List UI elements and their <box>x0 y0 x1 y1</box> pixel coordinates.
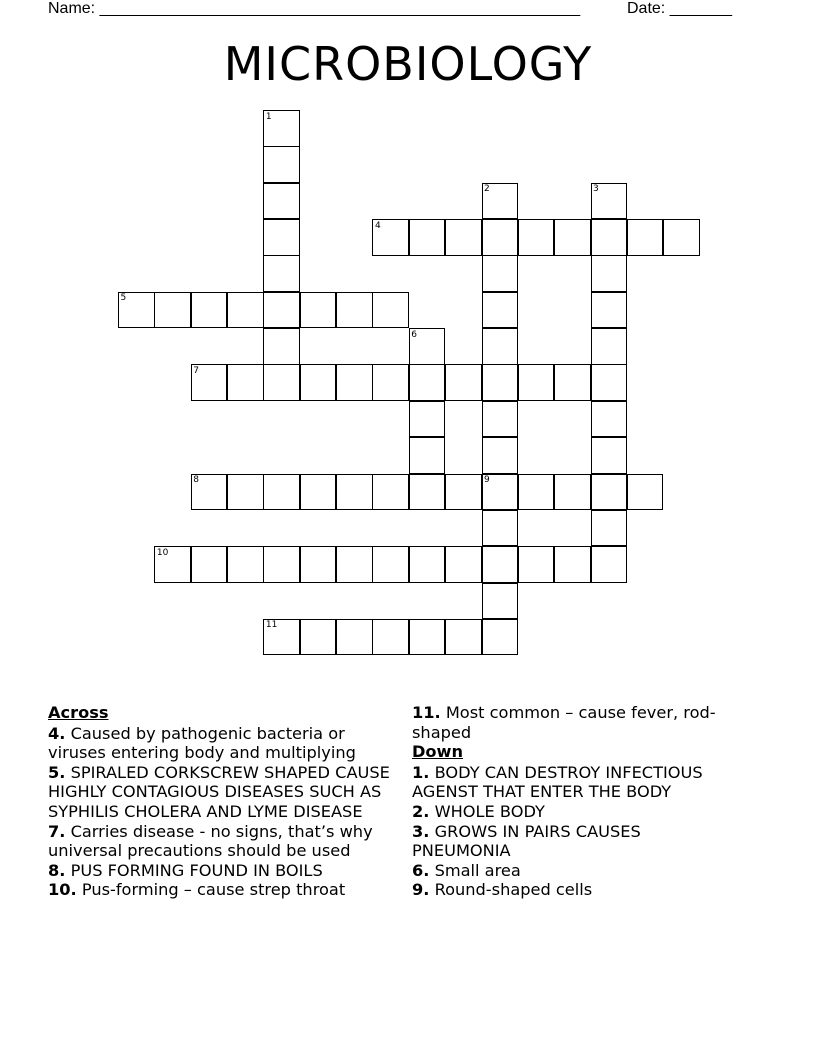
grid-cell[interactable] <box>300 292 337 329</box>
clue-number: 7. <box>48 821 66 841</box>
grid-cell[interactable] <box>154 292 191 329</box>
grid-cell[interactable] <box>518 364 555 401</box>
grid-cell[interactable] <box>409 219 446 256</box>
clue-number-label: 3 <box>593 184 599 195</box>
grid-cell[interactable] <box>263 219 300 256</box>
grid-cell[interactable] <box>409 474 446 511</box>
clue-text: PUS FORMING FOUND IN BOILS <box>70 860 323 880</box>
grid-cell[interactable] <box>482 255 519 292</box>
grid-cell[interactable] <box>482 546 519 583</box>
grid-cell[interactable] <box>227 292 264 329</box>
clue-number-label: 11 <box>265 620 278 631</box>
grid-cell[interactable] <box>263 474 300 511</box>
clue-down-2 <box>412 802 742 822</box>
grid-cell[interactable] <box>482 401 519 438</box>
grid-cell[interactable] <box>263 146 300 183</box>
grid-cell[interactable] <box>482 292 519 329</box>
grid-cell[interactable] <box>409 437 446 474</box>
clue-text: SPIRALED CORKSCREW SHAPED CAUSE HIGHLY CONTAGIOUS DISEASES SUCH AS SYPHILIS CHOLERA AND LYME DISEASE <box>48 762 390 821</box>
grid-cell[interactable] <box>554 219 591 256</box>
grid-cell[interactable] <box>336 474 373 511</box>
grid-cell[interactable] <box>227 474 264 511</box>
clue-text: BODY CAN DESTROY INFECTIOUS AGENST THAT ENTER THE BODY <box>412 762 703 802</box>
clue-number: 11. <box>412 703 441 722</box>
grid-cell[interactable] <box>482 510 519 547</box>
grid-cell[interactable] <box>191 292 228 329</box>
name-field[interactable]: Name: ______________________________________________________ <box>48 0 581 17</box>
clue-text: Round-shaped cells <box>434 880 593 900</box>
grid-cell[interactable] <box>663 219 700 256</box>
grid-cell[interactable] <box>482 583 519 620</box>
clue-across-11 <box>412 703 742 742</box>
clue-text: WHOLE BODY <box>434 801 545 821</box>
grid-cell[interactable] <box>372 364 409 401</box>
clue-number: 5. <box>48 762 66 782</box>
grid-cell[interactable] <box>336 364 373 401</box>
grid-cell[interactable] <box>482 437 519 474</box>
grid-cell[interactable] <box>372 546 409 583</box>
clue-number: 8. <box>48 860 66 880</box>
grid-cell[interactable] <box>263 364 300 401</box>
grid-cell[interactable] <box>263 546 300 583</box>
clue-number-label: 10 <box>156 547 169 558</box>
grid-cell[interactable] <box>263 255 300 292</box>
clue-down-1 <box>412 763 742 802</box>
grid-cell[interactable] <box>591 474 628 511</box>
grid-cell[interactable] <box>191 546 228 583</box>
clue-number-label: 5 <box>120 293 127 304</box>
clues-column-right <box>412 703 742 900</box>
clue-number-label: 9 <box>484 475 490 485</box>
down-heading: Down <box>412 742 464 762</box>
clue-text: Small area <box>434 860 521 880</box>
grid-cell[interactable] <box>591 364 628 401</box>
clue-across-5 <box>48 763 393 822</box>
grid-cell[interactable] <box>445 546 482 583</box>
grid-cell[interactable] <box>336 292 373 329</box>
grid-cell[interactable] <box>482 619 519 656</box>
clue-number: 4. <box>48 723 66 743</box>
clue-number: 9. <box>412 880 430 900</box>
grid-cell[interactable] <box>409 401 446 438</box>
grid-cell[interactable] <box>445 619 482 656</box>
grid-cell[interactable] <box>263 292 300 329</box>
grid-cell[interactable] <box>591 292 628 329</box>
clue-across-4 <box>48 724 393 763</box>
clue-text: Pus-forming – cause strep throat <box>81 880 346 900</box>
grid-cell[interactable] <box>591 401 628 438</box>
grid-cell[interactable] <box>518 474 555 511</box>
clues-column-left <box>48 703 393 900</box>
grid-cell[interactable] <box>336 546 373 583</box>
grid-cell[interactable] <box>227 364 264 401</box>
clue-down-3 <box>412 822 742 861</box>
clue-down-9 <box>412 880 742 900</box>
grid-cell[interactable] <box>482 328 519 365</box>
clue-text: Most common – cause fever, rod-shaped <box>412 703 716 742</box>
grid-cell[interactable] <box>554 474 591 511</box>
grid-cell[interactable] <box>409 619 446 656</box>
grid-cell[interactable] <box>300 546 337 583</box>
grid-cell[interactable] <box>591 546 628 583</box>
grid-cell[interactable] <box>627 219 664 256</box>
grid-cell[interactable] <box>591 328 628 365</box>
clue-text: Carries disease - no signs, that’s why universal precautions should be used <box>48 821 373 861</box>
grid-cell[interactable] <box>372 474 409 511</box>
clue-down-6 <box>412 861 742 881</box>
clue-number: 2. <box>412 801 430 821</box>
grid-cell[interactable] <box>445 474 482 511</box>
clue-number-label: 8 <box>193 475 199 485</box>
grid-cell[interactable] <box>445 219 482 256</box>
clue-number-label: 7 <box>193 365 199 376</box>
grid-cell[interactable] <box>300 619 337 656</box>
clue-number-label: 2 <box>484 184 490 195</box>
clue-text: GROWS IN PAIRS CAUSES PNEUMONIA <box>412 821 641 861</box>
grid-cell[interactable] <box>518 546 555 583</box>
grid-cell[interactable] <box>300 364 337 401</box>
grid-cell[interactable] <box>591 219 628 256</box>
grid-cell[interactable] <box>372 292 409 329</box>
date-field[interactable]: Date: _______ <box>627 0 732 17</box>
clue-number-label: 6 <box>411 329 418 340</box>
clue-text: Caused by pathogenic bacteria or viruses entering body and multiplying <box>48 723 356 763</box>
grid-cell[interactable] <box>482 364 519 401</box>
clue-across-8 <box>48 861 393 881</box>
grid-cell[interactable] <box>627 474 664 511</box>
clue-number: 10. <box>48 880 77 900</box>
grid-cell[interactable] <box>482 219 519 256</box>
grid-cell[interactable] <box>554 546 591 583</box>
grid-cell[interactable] <box>445 364 482 401</box>
grid-cell[interactable] <box>591 437 628 474</box>
clue-across-7 <box>48 822 393 861</box>
clue-number-label: 4 <box>374 220 381 231</box>
clue-number: 6. <box>412 860 430 880</box>
grid-cell[interactable] <box>336 619 373 656</box>
grid-cell[interactable] <box>591 510 628 547</box>
grid-cell[interactable] <box>409 546 446 583</box>
clue-across-10 <box>48 880 393 900</box>
page-title: MICROBIOLOGY <box>223 37 593 91</box>
grid-cell[interactable] <box>554 364 591 401</box>
grid-cell[interactable] <box>263 183 300 220</box>
grid-cell[interactable] <box>518 219 555 256</box>
grid-cell[interactable] <box>591 255 628 292</box>
grid-cell[interactable] <box>227 546 264 583</box>
clue-number: 1. <box>412 762 430 782</box>
grid-cell[interactable] <box>300 474 337 511</box>
across-heading: Across <box>48 703 109 722</box>
grid-cell[interactable] <box>372 619 409 656</box>
grid-cell[interactable] <box>263 328 300 365</box>
grid-cell[interactable] <box>409 364 446 401</box>
clue-number-label: 1 <box>265 111 272 122</box>
clue-number: 3. <box>412 821 430 841</box>
